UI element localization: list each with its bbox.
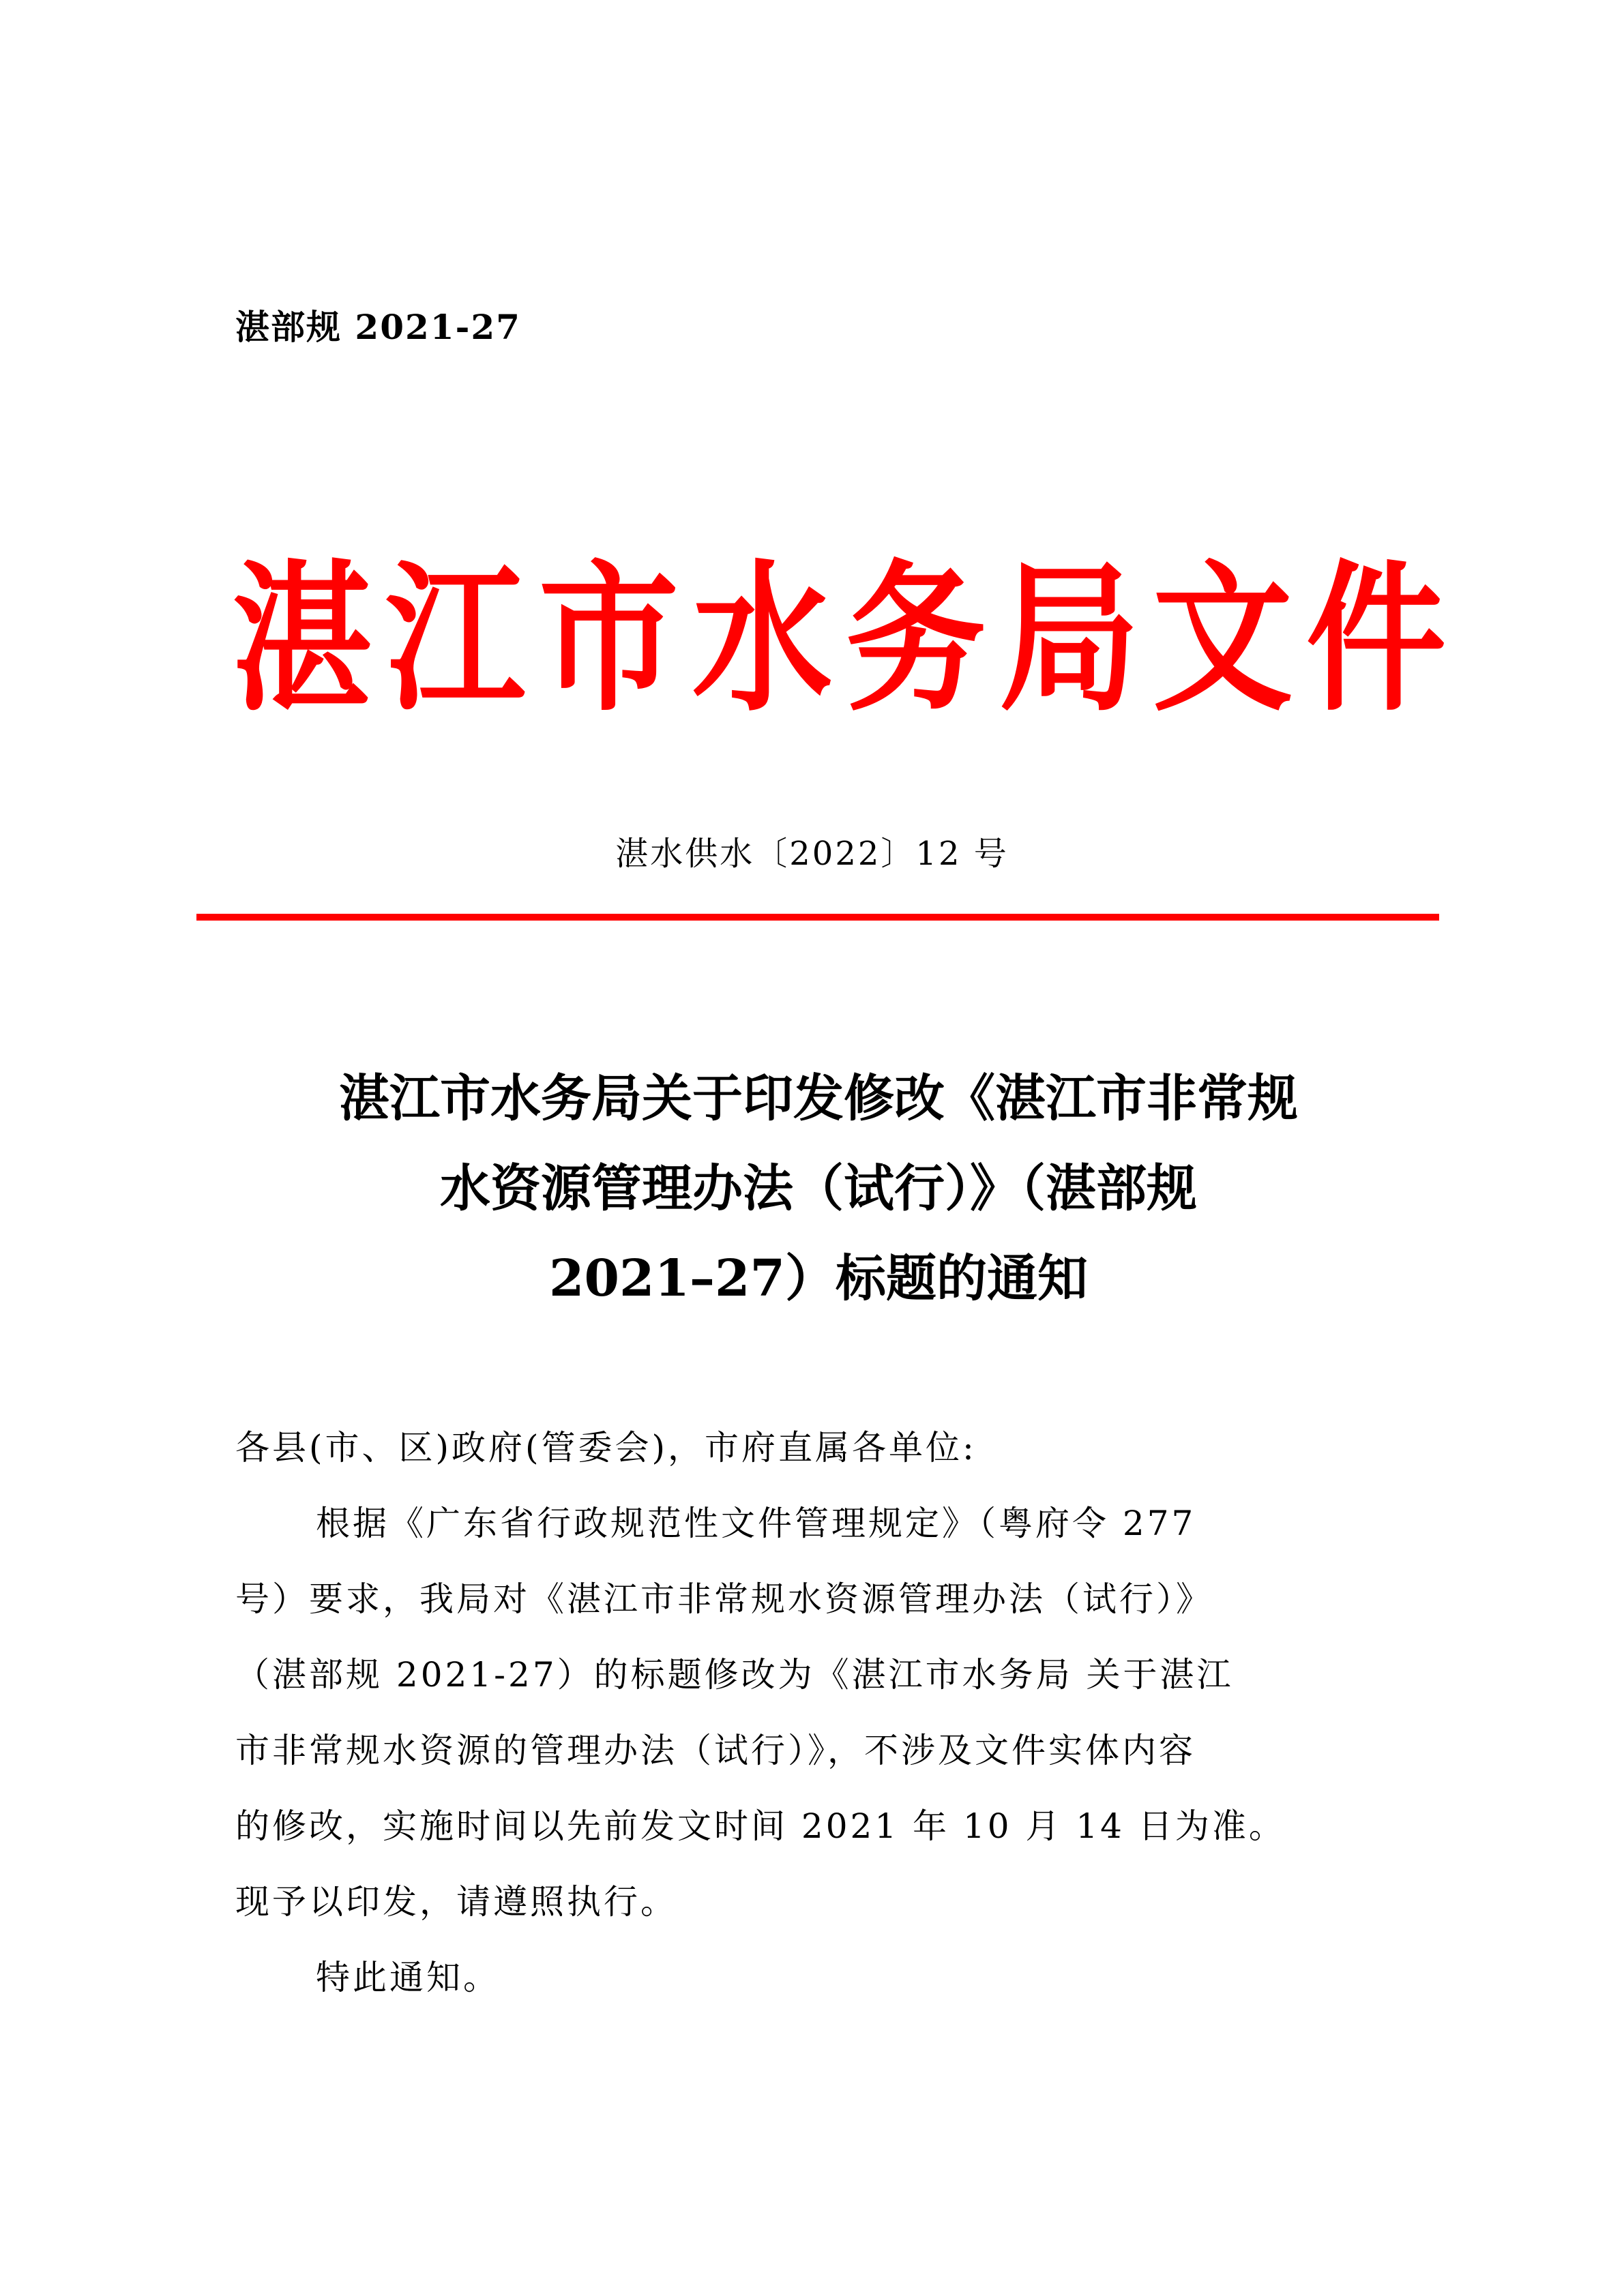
regulation-code: 湛部规 2021-27 xyxy=(235,307,521,347)
notice-title-line-2: 水资源管理办法（试行）》（湛部规 xyxy=(440,1159,1197,1218)
notice-title-line-3: 2021–27）标题的通知 xyxy=(549,1249,1088,1308)
body-line-2: 号）要求，我局对《湛江市非常规水资源管理办法（试行）》 xyxy=(235,1579,1213,1619)
body-line-5: 的修改，实施时间以先前发文时间 2021 年 10 月 14 日为准。 xyxy=(235,1806,1286,1846)
body-line-1: 根据《广东省行政规范性文件管理规定》（粤府令 277 xyxy=(316,1504,1196,1543)
issuer-red-header: 湛江市水务局文件 xyxy=(232,545,1460,734)
addressee-line: 各县(市、区)政府(管委会)，市府直属各单位: xyxy=(235,1428,977,1467)
body-line-6: 现予以印发，请遵照执行。 xyxy=(235,1882,677,1922)
notice-body xyxy=(235,1410,1395,2016)
red-separator-rule xyxy=(196,914,1439,921)
notice-title xyxy=(205,1054,1432,1324)
document-number: 湛水供水〔2022〕12 号 xyxy=(615,835,1009,873)
notice-title-line-1: 湛江市水务局关于印发修改《湛江市非常规 xyxy=(339,1069,1298,1128)
body-line-3: （湛部规 2021-27）的标题修改为《湛江市水务局 关于湛江 xyxy=(235,1655,1234,1695)
closing-line: 特此通知。 xyxy=(316,1958,500,1997)
body-line-4: 市非常规水资源的管理办法（试行）》，不涉及文件实体内容 xyxy=(235,1731,1196,1770)
